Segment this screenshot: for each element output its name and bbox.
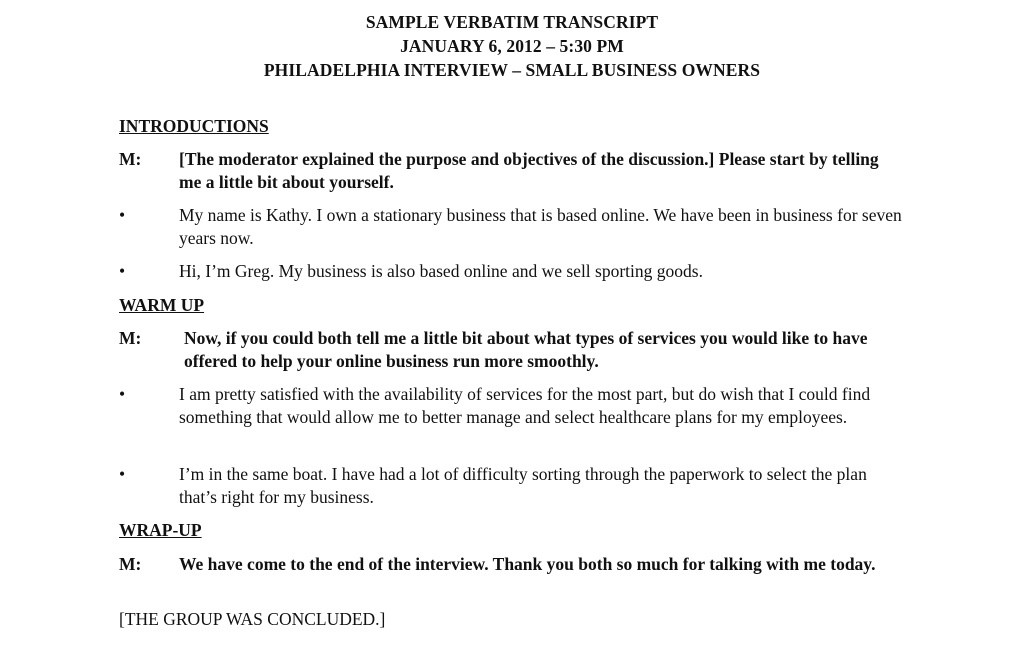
document-date: JANUARY 6, 2012 – 5:30 PM	[400, 36, 624, 56]
closing-note: [THE GROUP WAS CONCLUDED.]	[119, 609, 386, 629]
moderator-text: Now, if you could both tell me a little bit about what types of services you would like to have offered to help your online business run more smoothly.	[184, 328, 868, 371]
document-title: SAMPLE VERBATIM TRANSCRIPT	[365, 12, 659, 32]
response-text: I’m in the same boat. I have had a lot of difficulty sorting through the paperwork to select the plan that’s right for my business.	[179, 464, 867, 507]
bullet: •	[119, 261, 126, 281]
moderator-label: M:	[119, 149, 142, 169]
document-subtitle: PHILADELPHIA INTERVIEW – SMALL BUSINESS OWNERS	[263, 60, 761, 80]
moderator-label: M:	[119, 328, 142, 348]
moderator-text: We have come to the end of the interview. Thank you both so much for talking with me today.	[179, 554, 876, 574]
response-text: My name is Kathy. I own a stationary business that is based online. We have been in business for seven years now.	[179, 205, 902, 248]
response-text: I am pretty satisfied with the availability of services for the most part, but do wish that I could find something that would allow me to better manage and select healthcare plans for my employees.	[179, 384, 871, 427]
bullet: •	[119, 205, 126, 225]
section-heading-warm-up: WARM UP	[119, 295, 205, 315]
section-heading-wrap-up: WRAP-UP	[119, 520, 202, 540]
bullet: •	[119, 384, 126, 404]
moderator-label: M:	[119, 554, 142, 574]
moderator-text: [The moderator explained the purpose and objectives of the discussion.] Please start by telling me a little bit about yourself.	[179, 149, 879, 192]
section-heading-introductions: INTRODUCTIONS	[119, 116, 269, 136]
response-text: Hi, I’m Greg. My business is also based online and we sell sporting goods.	[179, 261, 703, 281]
bullet: •	[119, 464, 126, 484]
